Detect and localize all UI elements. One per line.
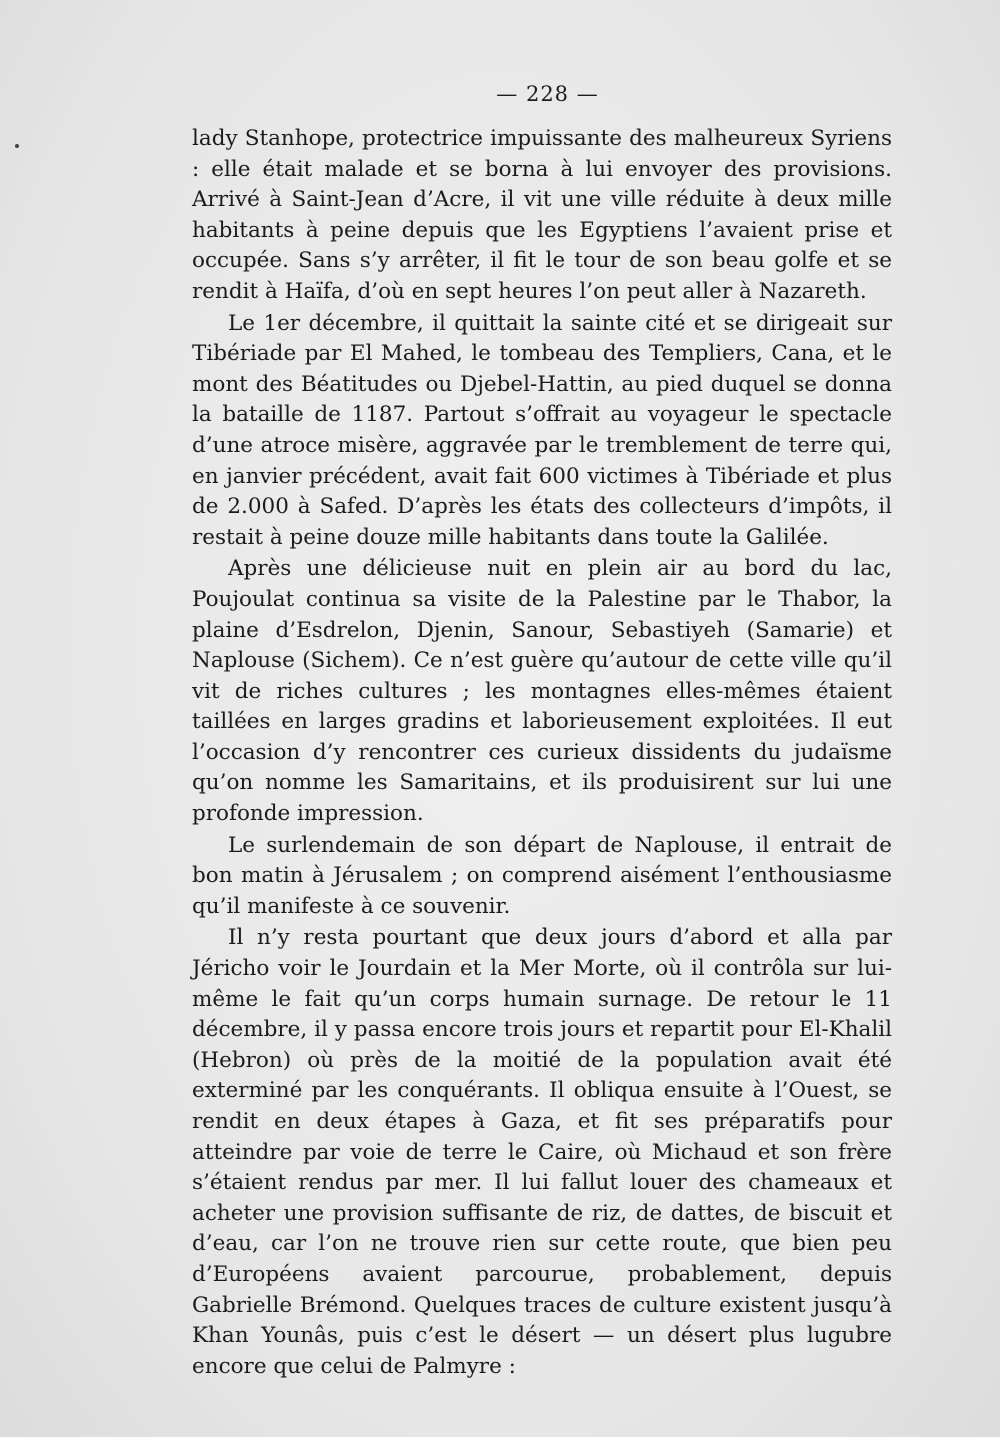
margin-speck [15,144,19,148]
paragraph-5: Il n’y resta pourtant que deux jours d’abord et alla par Jéricho voir le Jourdain et la Mer Morte, où il contrôla sur lui-même le fait qu’un corps humain surnage. De retour le 11 décembre, il y passa encore trois jours et repartit pour El-Khalil (Hebron) où près de la moitié de la population avait été exterminé par les conquérants. Il obliqua ensuite à l’Ouest, se rendit en deux étapes à Gaza, et fit ses préparatifs pour atteindre par voie de terre le Caire, où Michaud et son frère s’étaient rendus par mer. Il lui fallut louer des chameaux et acheter une provision suffisante de riz, de dattes, de biscuit et d’eau, car l’on ne trouve rien sur cette route, que bien peu d’Européens avaient parcourue, probablement, depuis Gabrielle Brémond. Quelques traces de culture existent jusqu’à Khan Younâs, puis c’est le désert — un désert plus lugubre encore que celui de Palmyre : [192,925,892,1379]
page-number: — 228 — [496,82,599,106]
paragraph-3: Après une délicieuse nuit en plein air au bord du lac, Poujoulat continua sa visite de la Palestine par le Thabor, la plaine d’Esdrelon, Djenin, Sanour, Sebastiyeh (Samarie) et Naplouse (Sichem). Ce n’est guère qu’autour de cette ville qu’il vit de riches cultures ; les montagnes elles-mêmes étaient taillées en larges gradins et laborieusement exploitées. Il eut l’occasion d’y rencontrer ces curieux dissidents du judaïsme qu’on nomme les Samaritains, et ils produisirent sur lui une profonde impression. [192,556,892,827]
paragraph-4: Le surlendemain de son départ de Naplouse, il entrait de bon matin à Jérusalem ; on comprend aisément l’enthousiasme qu’il manifeste à ce souvenir. [192,832,892,919]
body-text [192,124,892,1382]
paragraph-1: lady Stanhope, protectrice impuissante des malheureux Syriens : elle était malade et se borna à lui envoyer des provisions. Arrivé à Saint-Jean d’Acre, il vit une ville réduite à deux mille habitants à peine depuis que les Egyptiens l’avaient prise et occupée. Sans s’y arrêter, il fit le tour de son beau golfe et se rendit à Haïfa, d’où en sept heures l’on peut aller à Nazareth. [192,126,892,304]
paragraph-2: Le 1er décembre, il quittait la sainte cité et se dirigeait sur Tibériade par El Mahed, le tombeau des Templiers, Cana, et le mont des Béatitudes ou Djebel-Hattin, au pied duquel se donna la bataille de 1187. Partout s’offrait au voyageur le spectacle d’une atroce misère, aggravée par le tremblement de terre qui, en janvier précédent, avait fait 600 victimes à Tibériade et plus de 2.000 à Safed. D’après les états des collecteurs d’impôts, il restait à peine douze mille habitants dans toute la Galilée. [192,310,892,550]
